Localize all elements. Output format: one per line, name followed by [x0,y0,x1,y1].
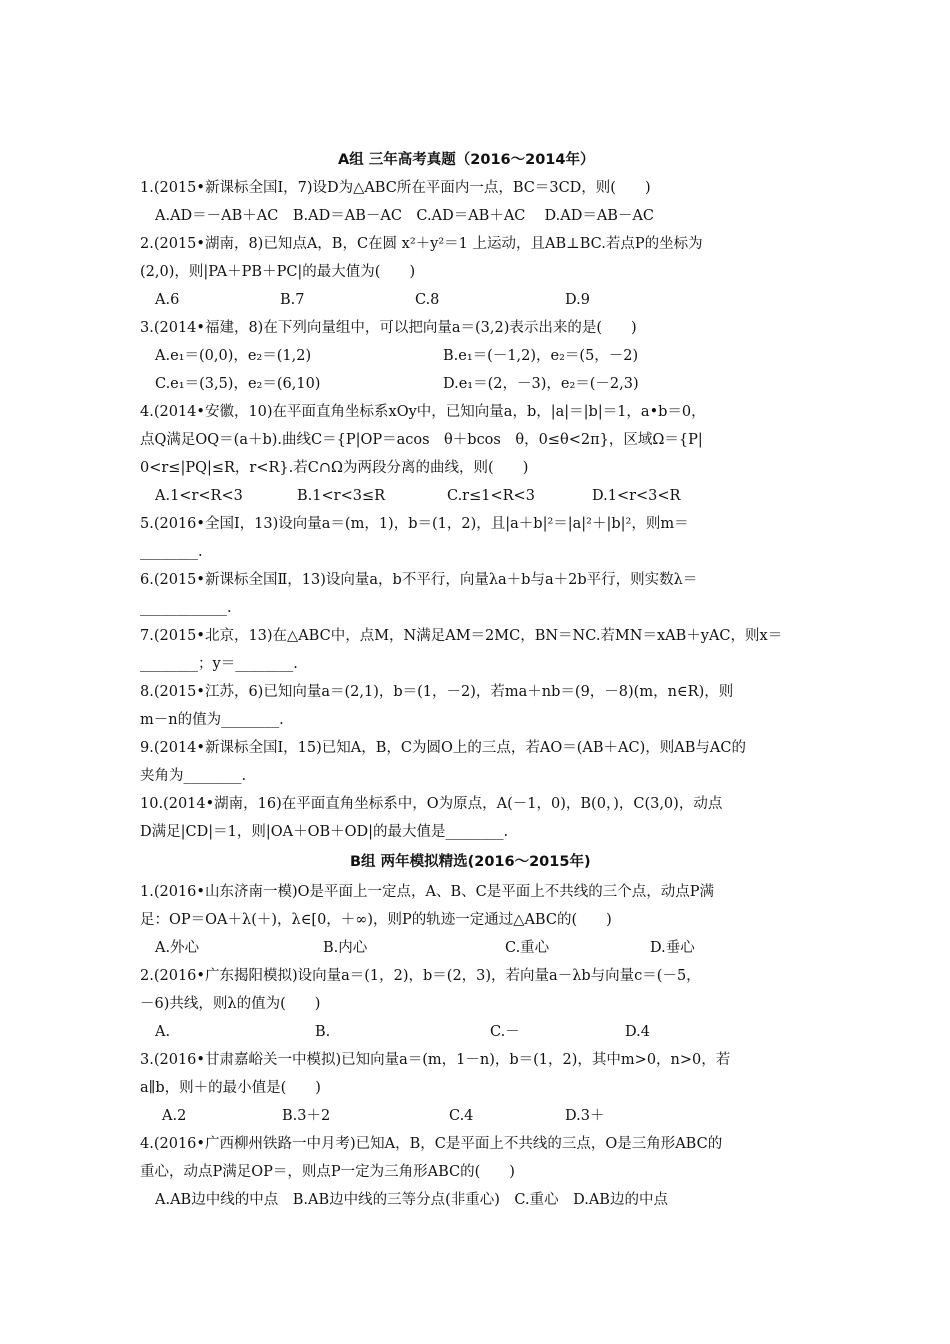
option: D.1<r<3<R [592,488,681,504]
option: C.8 [415,292,440,308]
a-q5-line2: ________. [140,544,203,560]
option: D.3＋ [565,1108,605,1124]
a-q3-options-row1 [155,346,815,366]
option: C.e₁＝(3,5)，e₂＝(6,10) [155,376,321,392]
b-q2-line1: 2.(2016•广东揭阳模拟)设向量a＝(1，2)，b＝(2，3)，若向量a－λb与向量c＝(－5， [140,968,701,984]
a-q10-line1: 10.(2014•湖南，16)在平面直角坐标系中，O为原点，A(－1，0)，B(0，)，C(3,0)，动点 [140,796,723,812]
b-q2-line2: －6)共线，则λ的值为( ) [140,996,321,1012]
b-q4-options: A.AB边中线的中点 B.AB边中线的三等分点(非重心) C.重心 D.AB边的中点 [155,1192,668,1208]
a-q10-line2: D满足|CD|＝1，则|OA＋OB＋OD|的最大值是________. [140,824,509,840]
option: C.4 [449,1108,474,1124]
a-q1-stem: 1.(2015•新课标全国Ⅰ，7)设D为△ABC所在平面内一点，BC＝3CD，则( ) [140,180,651,196]
option: B.1<r<3≤R [297,488,386,504]
a-q2-options [155,290,815,310]
a-q4-line3: 0<r≤|PQ|≤R，r<R}.若C∩Ω为两段分离的曲线，则( ) [140,460,529,476]
b-q1-line2: 足：OP＝OA＋λ(＋)，λ∈[0，＋∞)，则P的轨迹一定通过△ABC的( ) [140,912,612,928]
b-q4-line1: 4.(2016•广西柳州铁路一中月考)已知A，B，C是平面上不共线的三点，O是三角形ABC的 [140,1136,723,1152]
a-q8-line1: 8.(2015•江苏，6)已知向量a＝(2,1)，b＝(1，－2)，若ma＋nb＝(9，－8)(m，n∈R)，则 [140,684,734,700]
b-q1-line1: 1.(2016•山东济南一模)O是平面上一定点，A、B、C是平面上不共线的三个点，动点P满 [140,884,714,900]
option: A. [155,1024,171,1040]
option: D.e₁＝(2，－3)，e₂＝(－2,3) [443,376,639,392]
a-q4-line1: 4.(2014•安徽，10)在平面直角坐标系xOy中，已知向量a，b，|a|＝|b|＝1，a•b＝0， [140,404,706,420]
a-q5-line1: 5.(2016•全国Ⅰ，13)设向量a＝(m，1)，b＝(1，2)，且|a＋b|²＝|a|²＋|b|²，则m＝ [140,516,689,532]
a-q7-line1: 7.(2015•北京，13)在△ABC中，点M，N满足AM＝2MC，BN＝NC.若MN＝xAB＋yAC，则x＝ [140,628,783,644]
option: A.1<r<R<3 [155,488,243,504]
option: B.7 [280,292,305,308]
a-q3-stem: 3.(2014•福建，8)在下列向量组中，可以把向量a＝(3,2)表示出来的是( ) [140,320,637,336]
a-q2-line2: (2,0)，则|PA＋PB＋PC|的最大值为( ) [140,264,416,280]
option: C.r≤1<R<3 [447,488,535,504]
option: C.－ [490,1024,520,1040]
a-q4-options [155,486,815,506]
b-q4-line2: 重心，动点P满足OP＝，则点P一定为三角形ABC的( ) [140,1164,515,1180]
option: D.9 [565,292,590,308]
b-q3-line1: 3.(2016•甘肃嘉峪关一中模拟)已知向量a＝(m，1－n)，b＝(1，2)，其中m>0，n>0，若 [140,1052,731,1068]
a-q9-line2: 夹角为________. [140,768,247,784]
a-q3-options-row2 [155,374,815,394]
option: A.2 [162,1108,187,1124]
option: A.e₁＝(0,0)，e₂＝(1,2) [155,348,312,364]
b-q1-options [155,938,815,958]
option: B. [315,1024,331,1040]
a-q7-line2: ________；y＝________. [140,656,298,672]
b-q2-options [155,1022,815,1042]
a-q6-line2: ____________. [140,600,232,616]
a-q1-options: A.AD＝－AB＋AC B.AD＝AB－AC C.AD＝AB＋AC D.AD＝AB－AC [155,208,655,224]
a-q2-line1: 2.(2015•湖南，8)已知点A，B，C在圆 x²＋y²＝1 上运动，且AB⊥BC.若点P的坐标为 [140,236,703,252]
option: A.6 [155,292,180,308]
option: D.4 [625,1024,650,1040]
option: B.3＋2 [282,1108,331,1124]
option: B.内心 [323,940,368,956]
option: A.外心 [155,940,200,956]
section-b-title: B组 两年模拟精选(2016～2015年) [350,854,591,870]
a-q8-line2: m－n的值为________. [140,712,284,728]
a-q9-line1: 9.(2014•新课标全国Ⅰ，15)已知A，B，C为圆O上的三点，若AO＝(AB＋AC)，则AB与AC的 [140,740,746,756]
option: B.e₁＝(－1,2)，e₂＝(5，－2) [443,348,639,364]
a-q4-line2: 点Q满足OQ＝(a＋b).曲线C＝{P|OP＝acos θ＋bcos θ，0≤θ<2π}，区域Ω＝{P| [140,432,703,448]
option: C.重心 [505,940,550,956]
a-q6-line1: 6.(2015•新课标全国Ⅱ，13)设向量a，b不平行，向量λa＋b与a＋2b平行，则实数λ＝ [140,572,698,588]
section-a-title: A组 三年高考真题（2016～2014年） [338,152,595,168]
option: D.垂心 [650,940,695,956]
b-q3-options [162,1106,822,1126]
b-q3-line2: a∥b，则＋的最小值是( ) [140,1080,321,1096]
